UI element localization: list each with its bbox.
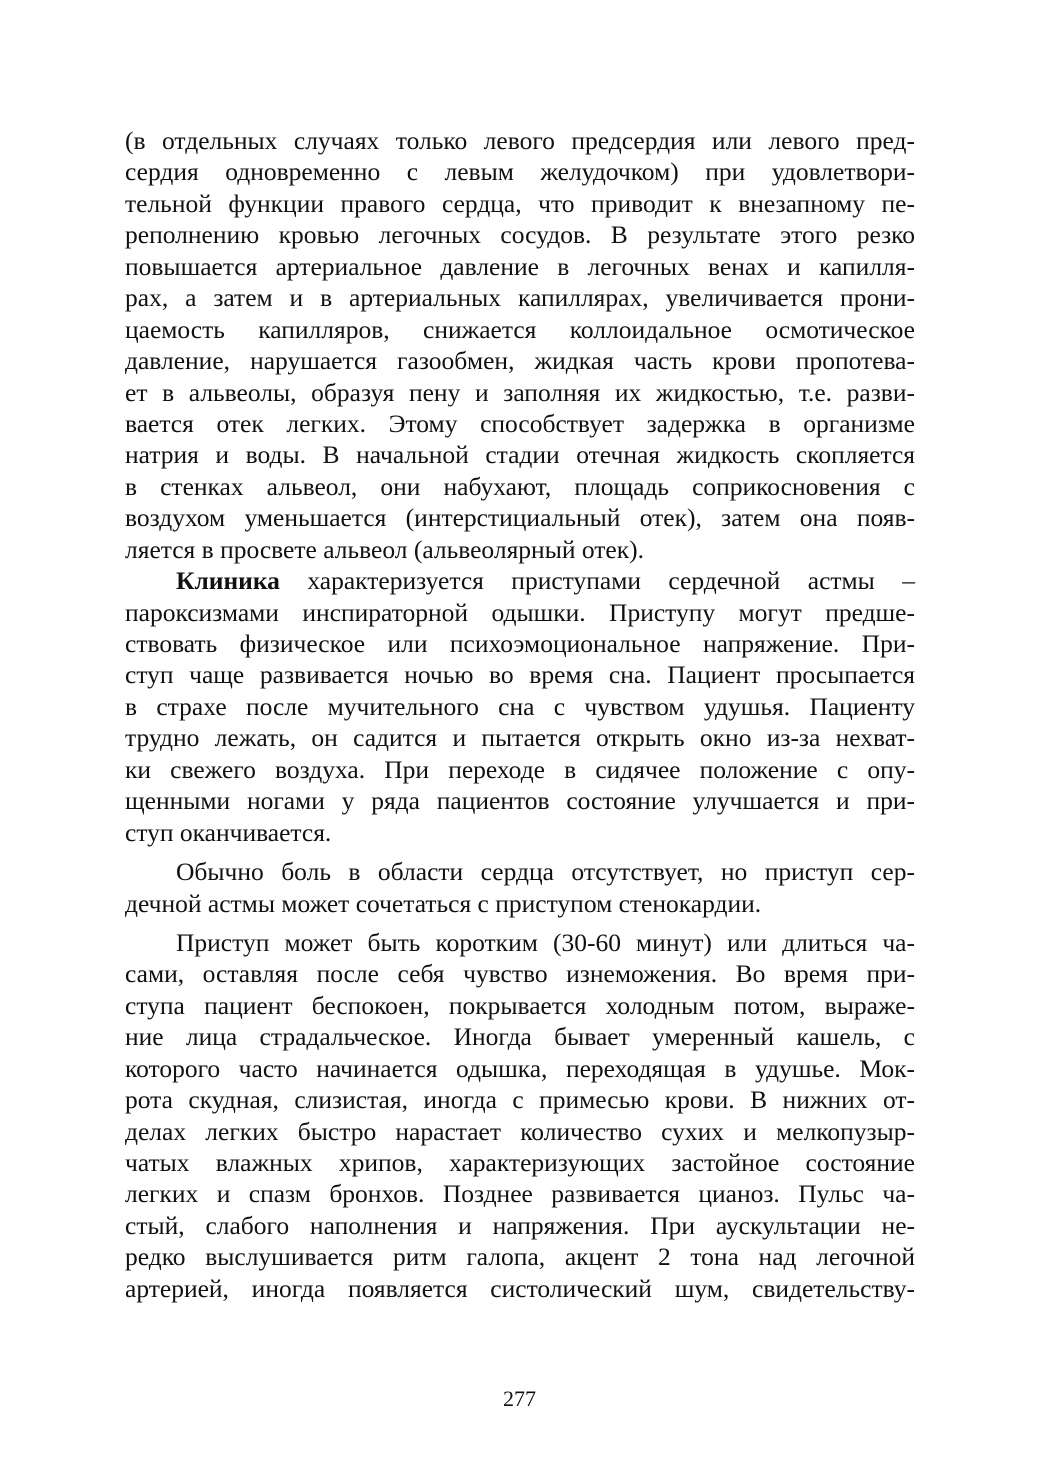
text-line: делах легких быстро нарастает количество сухих и мелкопузыр- — [125, 1116, 915, 1146]
text-line: Обычно боль в области сердца отсутствует, но приступ сер- — [176, 857, 915, 887]
text-line: легких и спазм бронхов. Позднее развивается цианоз. Пульс ча- — [125, 1179, 915, 1209]
text-line: ствовать физическое или психоэмоциональное напряжение. При- — [125, 629, 915, 658]
text-line: трудно лежать, он садится и пытается открыть окно из-за нехват- — [125, 723, 915, 753]
text-line: в стенках альвеол, они набухают, площадь соприкосновения с — [125, 471, 915, 501]
text-line: воздухом уменьшается (интерстициальный отек), затем она появ- — [125, 503, 915, 533]
text-line: ние лица страдальческое. Иногда бывает умеренный кашель, с — [125, 1022, 915, 1052]
text-line: пароксизмами инспираторной одышки. Приступу могут предше- — [125, 597, 915, 627]
line-text: характеризуется приступами сердечной астмы – — [279, 566, 915, 596]
text-line: давление, нарушается газообмен, жидкая часть крови пропотева- — [125, 346, 915, 376]
body-text — [125, 125, 915, 1304]
text-line: вается отек легких. Этому способствует задержка в организме — [125, 408, 915, 438]
text-line: ступ оканчивается. — [125, 817, 332, 847]
text-line: чатых влажных хрипов, характеризующих застойное состояние — [125, 1148, 915, 1177]
text-line: сами, оставляя после себя чувство изнеможения. Во время при- — [125, 959, 915, 989]
text-line: реполнению кровью легочных сосудов. В результате этого резко — [125, 220, 915, 250]
text-line: (в отдельных случаях только левого предсердия или левого пред- — [125, 126, 915, 155]
page-number: 277 — [503, 1386, 536, 1411]
paragraph — [125, 927, 915, 1304]
paragraph-gap — [125, 919, 915, 927]
text-line: цаемость капилляров, снижается коллоидальное осмотическое — [125, 314, 915, 344]
paragraph — [125, 125, 915, 565]
paragraph-gap — [125, 848, 915, 856]
text-line: сердия одновременно с левым желудочком) при удовлетвори- — [125, 157, 915, 187]
text-line: щенными ногами у ряда пациентов состояние улучшается и при- — [125, 786, 915, 816]
text-line: ступа пациент беспокоен, покрывается холодным потом, выраже- — [125, 990, 915, 1020]
text-line: стый, слабого наполнения и напряжения. При аускультации не- — [125, 1210, 915, 1240]
text-line: редко выслушивается ритм галопа, акцент 2 тона над легочной — [125, 1242, 915, 1272]
text-line — [125, 565, 915, 596]
bold-lead-term: Клиника — [176, 566, 280, 596]
text-line: повышается артериальное давление в легочных венах и капилля- — [125, 251, 915, 281]
paragraph — [125, 565, 915, 848]
text-line: Приступ может быть коротким (30-60 минут) или длиться ча- — [176, 927, 915, 957]
text-line: ляется в просвете альвеол (альвеолярный отек). — [125, 534, 644, 564]
text-line: которого часто начинается одышка, переходящая в удушье. Мок- — [125, 1053, 915, 1083]
text-line: тельной функции правого сердца, что приводит к внезапному пе- — [125, 188, 915, 218]
text-line: в страхе после мучительного сна с чувством удушья. Пациенту — [125, 691, 915, 721]
text-line: ет в альвеолы, образуя пену и заполняя их жидкостью, т.е. разви- — [125, 377, 915, 407]
text-line: ступ чаще развивается ночью во время сна. Пациент просыпается — [125, 660, 915, 690]
text-line: ки свежего воздуха. При переходе в сидячее положение с опу- — [125, 754, 915, 784]
text-line: рах, а затем и в артериальных капиллярах, увеличивается прони- — [125, 283, 915, 313]
text-line: натрия и воды. В начальной стадии отечная жидкость скопляется — [125, 440, 915, 470]
paragraph — [125, 856, 915, 919]
text-line: дечной астмы может сочетаться с приступом стенокардии. — [125, 888, 762, 918]
text-line: рота скудная, слизистая, иногда с примесью крови. В нижних от- — [125, 1085, 915, 1115]
text-line: артерией, иногда появляется систолический шум, свидетельству- — [125, 1273, 915, 1303]
